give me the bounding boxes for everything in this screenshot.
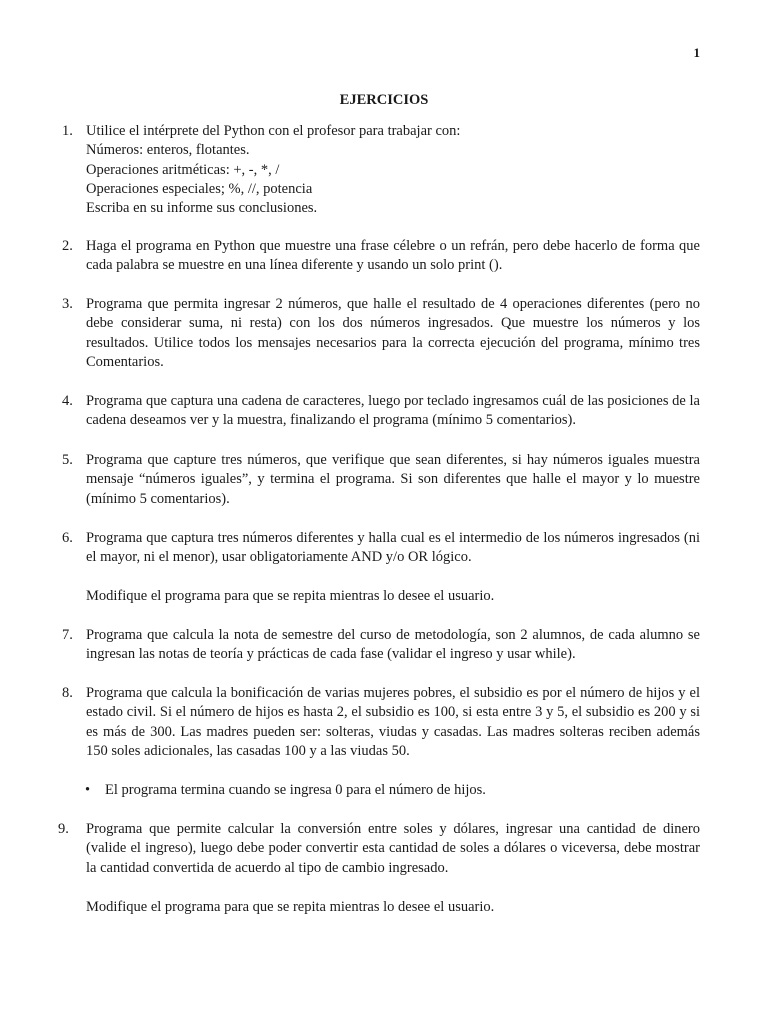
exercise-text: Haga el programa en Python que muestre una frase célebre o un refrán, pero debe hacerlo de forma que cada palabra se muestre en una línea diferente y usando un solo print (). — [86, 238, 700, 274]
exercise-8-bullet — [85, 781, 700, 800]
exercise-5 — [62, 451, 700, 509]
exercise-1 — [62, 122, 700, 218]
exercise-number: 1. — [62, 123, 73, 139]
page-number: 1 — [693, 45, 700, 60]
exercise-text — [86, 122, 700, 218]
exercise-number: 2. — [62, 238, 73, 254]
exercise-line: Escriba en su informe sus conclusiones. — [86, 200, 318, 217]
exercise-number: 4. — [62, 393, 73, 409]
exercise-number: 7. — [62, 627, 73, 643]
exercise-number: 6. — [62, 530, 73, 546]
exercise-line: Utilice el intérprete del Python con el profesor para trabajar con: — [86, 123, 461, 139]
exercise-text: Programa que permita ingresar 2 números, que halle el resultado de 4 operaciones diferentes (pero no debe considerar suma, ni resta) con los dos números ingresados. Que muestre los números y los resultados. Utilice todos los mensajes necesarios para la correcta ejecución del programa, mínimo tres Comentarios. — [86, 296, 700, 370]
exercise-6 — [62, 529, 700, 568]
exercise-8 — [62, 684, 700, 761]
exercise-number: 3. — [62, 296, 73, 312]
exercise-note: Modifique el programa para que se repita mientras lo desee el usuario. — [86, 899, 495, 915]
exercise-3 — [62, 295, 700, 372]
exercise-note: Modifique el programa para que se repita mientras lo desee el usuario. — [86, 588, 495, 604]
bullet-text: El programa termina cuando se ingresa 0 para el número de hijos. — [105, 782, 486, 798]
exercise-text: Programa que calcula la bonificación de varias mujeres pobres, el subsidio es por el número de hijos y el estado civil. Si el número de hijos es hasta 2, el subsidio es 100, si esta entre 3 y 5, el subsidio es 200 y si es más de 300. Las madres pueden ser: solteras, viudas y casadas. Las madres solteras reciben además 150 soles adicionales, las casadas 100 y a las viudas 50. — [86, 685, 700, 759]
exercise-number: 8. — [62, 685, 73, 701]
exercise-number: 9. — [58, 821, 69, 837]
exercise-9 — [58, 820, 700, 878]
exercise-line: Operaciones especiales; %, //, potencia — [86, 180, 313, 197]
exercise-text: Programa que capture tres números, que verifique que sean diferentes, si hay números iguales muestra mensaje “números iguales”, y termina el programa. Si son diferentes que halle el mayor y lo muestre (mínimo 5 comentarios). — [86, 452, 700, 507]
bullet-icon: • — [85, 782, 91, 798]
exercise-text: Programa que captura una cadena de caracteres, luego por teclado ingresamos cuál de las posiciones de la cadena deseamos ver y la muestra, finalizando el programa (mínimo 5 comentarios). — [86, 393, 700, 429]
exercise-7 — [62, 626, 700, 665]
exercise-4 — [62, 392, 700, 431]
exercise-text: Programa que permite calcular la conversión entre soles y dólares, ingresar una cantidad de dinero (valide el ingreso), luego debe poder convertir esta cantidad de soles a dólares o viceversa, debe mostrar la cantidad convertida de acuerdo al tipo de cambio ingresado. — [86, 821, 700, 876]
exercise-text: Programa que captura tres números diferentes y halla cual es el intermedio de los números ingresados (ni el mayor, ni el menor), usar obligatoriamente AND y/o OR lógico. — [86, 530, 700, 566]
exercise-6-note — [62, 587, 700, 606]
exercise-number: 5. — [62, 452, 73, 468]
exercise-text: Programa que calcula la nota de semestre del curso de metodología, son 2 alumnos, de cada alumno se ingresan las notas de teoría y prácticas de cada fase (validar el ingreso y usar while). — [86, 627, 700, 663]
exercise-line: Operaciones aritméticas: +, -, *, / — [86, 161, 280, 178]
exercise-2 — [62, 237, 700, 276]
exercise-line: Números: enteros, flotantes. — [86, 142, 250, 159]
document-title: EJERCICIOS — [339, 92, 429, 108]
exercise-9-note — [62, 898, 700, 917]
